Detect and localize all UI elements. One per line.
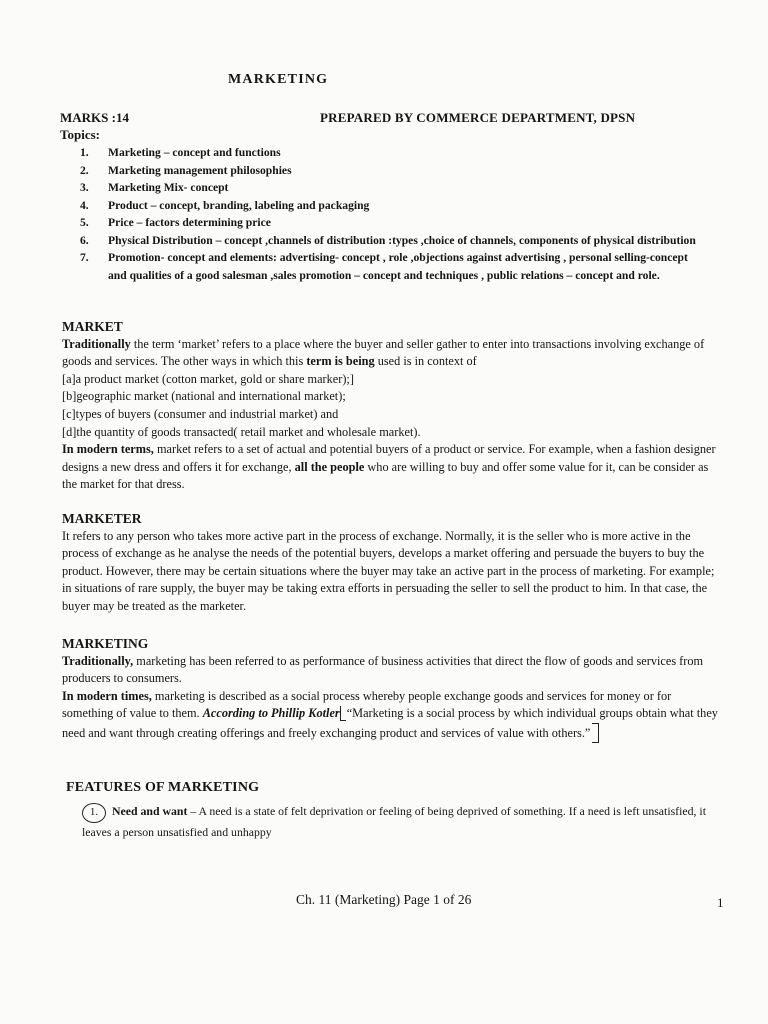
topic-item: [80, 179, 700, 197]
kotler-attribution: According to Phillip Kotler: [202, 706, 340, 721]
topic-item: [80, 232, 700, 250]
topic-number: 7.: [80, 251, 89, 264]
topic-item: [80, 249, 700, 284]
market-modern-lead: In modern terms,: [62, 442, 154, 457]
features-heading: FEATURES OF MARKETING: [66, 780, 260, 795]
document-title: MARKETING: [228, 72, 329, 87]
page-footer: Ch. 11 (Marketing) Page 1 of 26: [296, 892, 472, 907]
marketing-heading: MARKETING: [62, 636, 149, 651]
topic-text: Promotion- concept and elements: advertising- concept , role ,objections against advertising , personal selling-concept and qualities of a good salesman ,sales promotion – concept and techniques , public relations – concept and role.: [108, 251, 688, 282]
corner-page-number: 1: [717, 895, 724, 910]
market-text: the term ‘market’ refers to a place where the buyer and seller gather to enter into transactions involving exchange of goods and services. The other ways in which this: [62, 336, 705, 369]
topic-text: Marketing management philosophies: [108, 163, 292, 177]
feature-item: [82, 802, 722, 841]
market-modern-end: who are willing to buy and offer some value for it, can be consider as the market for that dress.: [62, 459, 709, 492]
feature-text: – A need is a state of felt deprivation or feeling of being deprived of something. If a need is left unsatisfied, it leaves a person unsatisfied and unhappy: [82, 804, 706, 839]
topic-number: 4.: [80, 198, 89, 212]
market-term: term is being: [306, 354, 375, 369]
marketing-modern-text: marketing is described as a social process whereby people exchange goods and services for money or for something of value to them.: [62, 688, 672, 721]
topic-text: Marketing Mix- concept: [108, 181, 229, 194]
kotler-quote: “Marketing is a social process by which individual groups obtain what they need and want through creating offerings and freely exchanging product and services of value with others.”: [62, 706, 718, 740]
topic-text: Physical Distribution – concept ,channels of distribution :types ,choice of channels, components of physical distribution: [108, 233, 696, 247]
market-modern-bold: all the people: [294, 459, 365, 474]
topic-number: 3.: [80, 181, 89, 194]
market-lead: Traditionally: [62, 336, 131, 351]
topic-number: 2.: [80, 163, 89, 177]
topic-item: [80, 144, 700, 162]
market-list-item: [c]types of buyers (consumer and industrial market) and: [62, 406, 339, 421]
market-paragraph-modern: [62, 441, 718, 494]
prepared-by: PREPARED BY COMMERCE DEPARTMENT, DPSN: [320, 110, 636, 125]
topics-label: Topics:: [60, 127, 100, 142]
market-heading: MARKET: [62, 319, 123, 334]
marketer-section: [62, 510, 718, 616]
marketing-lead: Traditionally,: [62, 653, 134, 668]
topic-text: Product – concept, branding, labeling and packaging: [108, 198, 370, 212]
handwritten-mark: [340, 706, 346, 721]
handwritten-bracket: [592, 723, 599, 743]
market-modern-text: market refers to a set of actual and potential buyers of a product or service. For example, when a fashion designer designs a new dress and offers it for exchange,: [62, 442, 716, 474]
topic-number: 6.: [80, 233, 89, 247]
marks-label: MARKS :14: [60, 110, 129, 125]
topic-item: [80, 197, 700, 215]
market-section: [62, 318, 718, 494]
feature-lead: Need and want: [112, 804, 188, 818]
topics-list: [80, 144, 700, 284]
marketing-text: marketing has been referred to as performance of business activities that direct the flow of goods and services from producers to consumers.: [62, 653, 704, 686]
marketing-modern-lead: In modern times,: [62, 688, 152, 703]
topic-number: 5.: [80, 216, 89, 229]
marketer-heading: MARKETER: [62, 511, 142, 526]
marketing-paragraph-traditional: [62, 653, 718, 688]
market-paragraph-traditional: [62, 336, 718, 371]
market-text-end: used is in context of: [374, 354, 477, 369]
topic-text: Marketing – concept and functions: [108, 146, 281, 159]
market-list-item: [d]the quantity of goods transacted( retail market and wholesale market).: [62, 424, 421, 439]
feature-number-circled: 1.: [82, 803, 106, 823]
market-list-item: [a]a product market (cotton market, gold or share marker);]: [62, 371, 354, 386]
topic-item: [80, 214, 700, 232]
marketing-paragraph-modern: [62, 688, 718, 743]
marketer-paragraph: It refers to any person who takes more active part in the process of exchange. Normally, it is the seller who is more active in the process of exchange as he analyse the needs of the potential buyers, develops a market offering and persuade the buyers to buy the product. However, there may be certain situations where the buyer may take an active part in the process of marketing. For example; in situations of rare supply, the buyer may be taking extra efforts in persuading the seller to sell the product to him. In that case, the buyer may be treated as the marketer.: [62, 528, 715, 613]
market-list-item: [b]geographic market (national and international market);: [62, 389, 346, 404]
marketing-section: [62, 635, 718, 743]
topic-item: [80, 162, 700, 180]
topic-text: Price – factors determining price: [108, 216, 271, 229]
topic-number: 1.: [80, 146, 89, 159]
